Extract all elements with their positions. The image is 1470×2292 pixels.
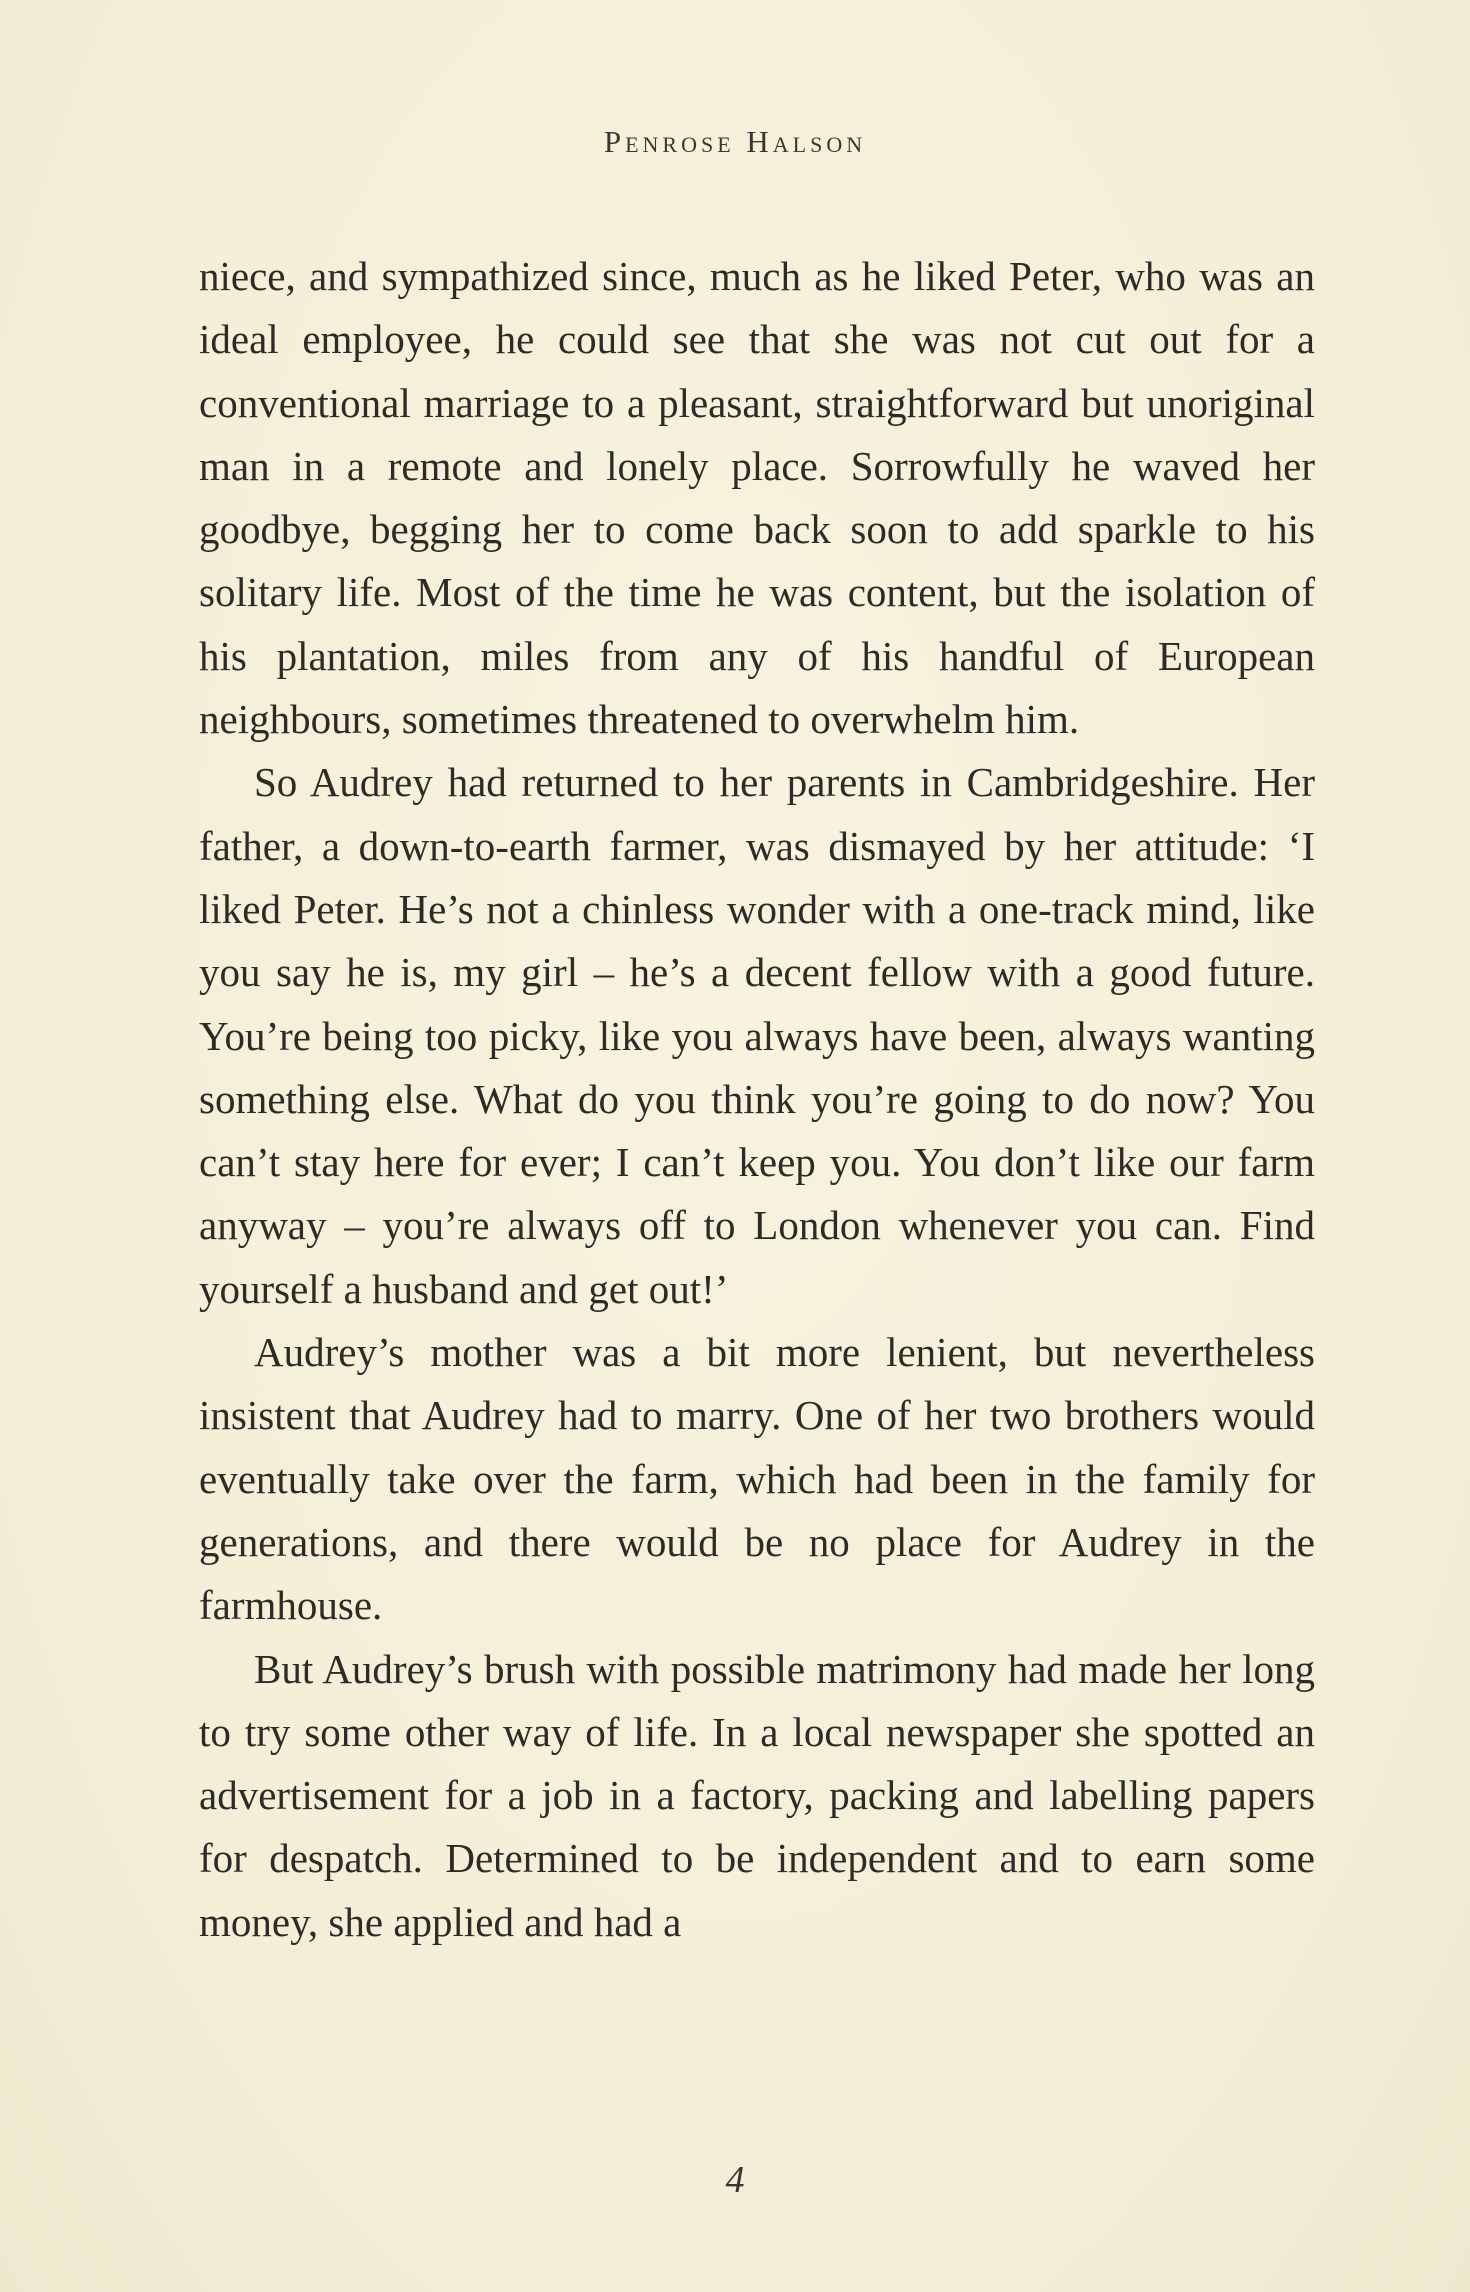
paragraph-2: So Audrey had returned to her parents in Cambridgeshire. Her father, a down-to-earth farmer, was dismayed by her attitude: ‘I liked Peter. He’s not a chinless wonder with a one-track mind, like you say he is, my girl – he’s a decent fellow with a good future. You’re being too picky, like you always have been, always wanting something else. What do you think you’re going to do now? You can’t stay here for ever; I can’t keep you. You don’t like our farm anyway – you’re always off to London whenever you can. Find yourself a husband and get out!’ <box>199 759 1315 1312</box>
body-text <box>199 245 1315 1954</box>
paragraph-3: Audrey’s mother was a bit more lenient, but nevertheless insistent that Audrey had to marry. One of her two brothers would eventually take over the farm, which had been in the family for generations, and there would be no place for Audrey in the farmhouse. <box>199 1329 1315 1629</box>
running-head: Penrose Halson <box>603 124 867 159</box>
paragraph-1: niece, and sympathized since, much as he liked Peter, who was an ideal employee, he could see that she was not cut out for a conventional marriage to a pleasant, straightforward but unoriginal man in a remote and lonely place. Sorrowfully he waved her goodbye, begging her to come back soon to add sparkle to his solitary life. Most of the time he was content, but the isolation of his plantation, miles from any of his handful of European neighbours, sometimes threatened to overwhelm him. <box>199 253 1315 743</box>
paragraph-4: But Audrey’s brush with possible matrimony had made her long to try some other way of life. In a local newspaper she spotted an advertisement for a job in a factory, packing and labelling papers for despatch. Determined to be independent and to earn some money, she applied and had a <box>199 1645 1315 1945</box>
page-number: 4 <box>725 2159 745 2201</box>
